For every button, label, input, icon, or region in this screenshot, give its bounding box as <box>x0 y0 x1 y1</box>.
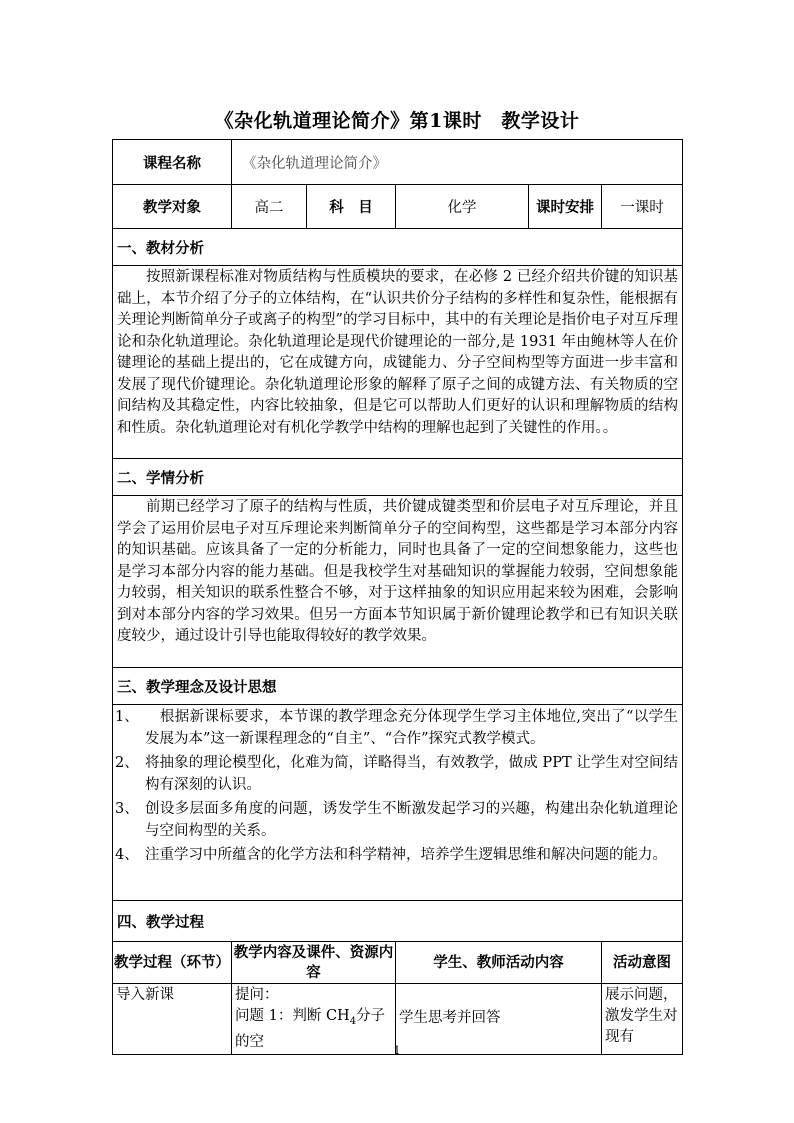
section-heading-philosophy: 三、教学理念及设计思想 <box>113 668 683 705</box>
document-title: 《杂化轨道理论简介》第1课时 教学设计 <box>214 110 580 132</box>
schedule-label: 课时安排 <box>529 185 602 229</box>
section-heading-textbook: 一、教材分析 <box>113 229 683 266</box>
lesson-plan-table <box>112 139 683 1055</box>
course-name-label: 课程名称 <box>113 140 232 185</box>
process-header-content: 教学内容及课件、资源内容 <box>232 942 396 984</box>
student-analysis-text: 前期已经学习了原子的结构与性质，共价键成键类型和价层电子对互斥理论，并且学会了运用价层电子对互斥理论来判断简单分子的空间构型，这些都是学习本部分内容的知识基础。应该具备了一定的分析能力，同时也具备了一定的空间想象能力，这些也是学习本部分内容的能力基础。但是我校学生对基础知识的掌握能力较弱，空间想象能力较弱，相关知识的联系性整合不够，对于这样抽象的知识应用起来较为困难，会影响到对本部分内容的学习效果。但另一方面本节知识属于新价键理论教学和已有知识关联度较少，通过设计引导也能取得较好的教学效果。 <box>117 499 679 644</box>
subject-value: 化学 <box>396 185 529 229</box>
content-line-problem: 问题 1：判断 $CH_4$分子的空 <box>235 1008 386 1050</box>
process-header-intent: 活动意图 <box>602 942 683 984</box>
list-item: 3、 创设多层面多角度的问题，诱发学生不断激发起学习的兴趣，构建出杂化轨道理论与空间构型的关系。 <box>115 801 679 839</box>
design-philosophy-list <box>113 705 683 901</box>
target-value: 高二 <box>232 185 307 229</box>
process-intent-cell: 展示问题，激发学生对现有 <box>602 984 683 1055</box>
section-heading-students: 二、学情分析 <box>113 459 683 496</box>
list-item: 2、 将抽象的理论模型化，化难为简，详略得当，有效教学，做成 PPT 让学生对空间结构有深刻的认识。 <box>115 755 679 793</box>
process-stage-cell: 导入新课 <box>113 984 232 1055</box>
list-item: 1、 根据新课标要求，本节课的教学理念充分体现学生学习主体地位,突出了“以学生发展为本”这一新课程理念的“自主”、“合作”探究式教学模式。 <box>115 709 679 747</box>
list-item: 4、 注重学习中所蕴含的化学方法和科学精神，培养学生逻辑思维和解决问题的能力。 <box>115 847 667 863</box>
target-label: 教学对象 <box>113 185 232 229</box>
subject-label: 科 目 <box>307 185 396 229</box>
section-heading-process: 四、教学过程 <box>113 901 683 942</box>
process-header-stage: 教学过程（环节） <box>113 942 232 984</box>
textbook-analysis-text: 按照新课程标准对物质结构与性质模块的要求，在必修 2 已经介绍共价键的知识基础上，本节介绍了分子的立体结构，在“认识共价分子结构的多样性和复杂性，能根据有关理论判断简单分子或离子的构型”的学习目标中，其中的有关理论是指价电子对互斥理论和杂化轨道理论。杂化轨道理论是现代价键理论的一部分,是 1931 年由鲍林等人在价键理论的基础上提出的，它在成键方向，成键能力、分子空间构型等方面进一步丰富和发展了现代价键理论。杂化轨道理论形象的解释了原子之间的成键方法、有关物质的空间结构及其稳定性，内容比较抽象，但是它可以帮助人们更好的认识和理解物质的结构和性质。杂化轨道理论对有机化学教学中结构的理解也起到了关键性的作用。。 <box>117 269 679 436</box>
schedule-value: 一课时 <box>602 185 683 229</box>
course-name-value: 《杂化轨道理论简介》 <box>232 140 683 185</box>
student-analysis-cell <box>113 496 683 668</box>
process-header-activity: 学生、教师活动内容 <box>396 942 602 984</box>
textbook-analysis-cell <box>113 266 683 459</box>
page-number: 1 <box>393 1044 401 1057</box>
process-activity-cell: 学生思考并回答 <box>396 984 602 1055</box>
content-line-question: 提问： <box>235 987 279 1003</box>
